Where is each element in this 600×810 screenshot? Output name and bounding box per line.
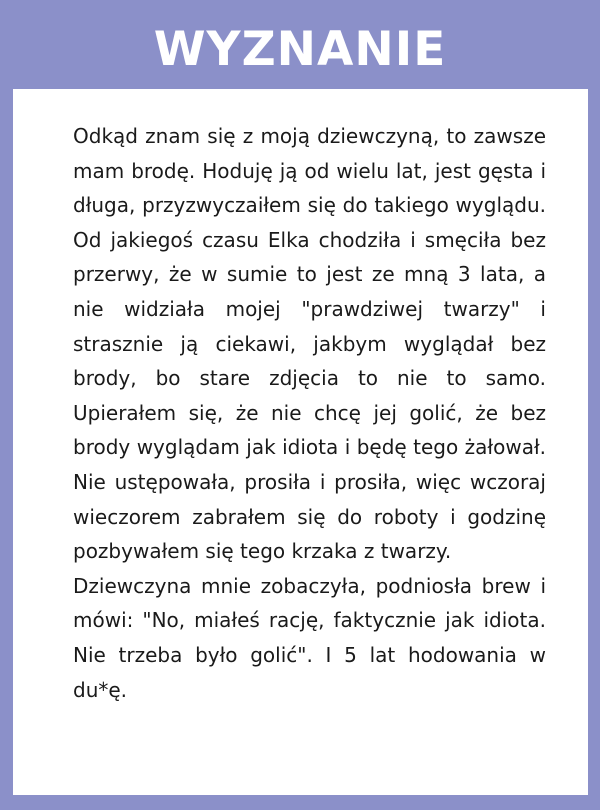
confession-paragraph-2: Dziewczyna mnie zobaczyła, podniosła brew i mówi: "No, miałeś rację, faktycznie jak idiota. Nie trzeba było golić". I 5 lat hodowania w du*ę. [73,573,546,702]
page-title: WYZNANIE [153,22,447,77]
confession-card [13,89,588,795]
confession-paragraph-1: Odkąd znam się z moją dziewczyną, to zawsze mam brodę. Hoduję ją od wielu lat, jest gęsta i długa, przyzwyczaiłem się do takiego wyglądu. Od jakiegoś czasu Elka chodziła i smęciła bez przerwy, że w sumie to jest ze mną 3 lata, a nie widziała mojej "prawdziwej twarzy" i strasznie ją ciekawi, jakbym wyglądał bez brody, bo stare zdjęcia to nie to samo. Upierałem się, że nie chcę jej golić, że bez brody wyglądam jak idiota i będę tego żałował. Nie ustępowała, prosiła i prosiła, więc wczoraj wieczorem zabrałem się do roboty i godzinę pozbywałem się tego krzaka z twarzy. [73,124,546,564]
confession-text [73,119,546,707]
